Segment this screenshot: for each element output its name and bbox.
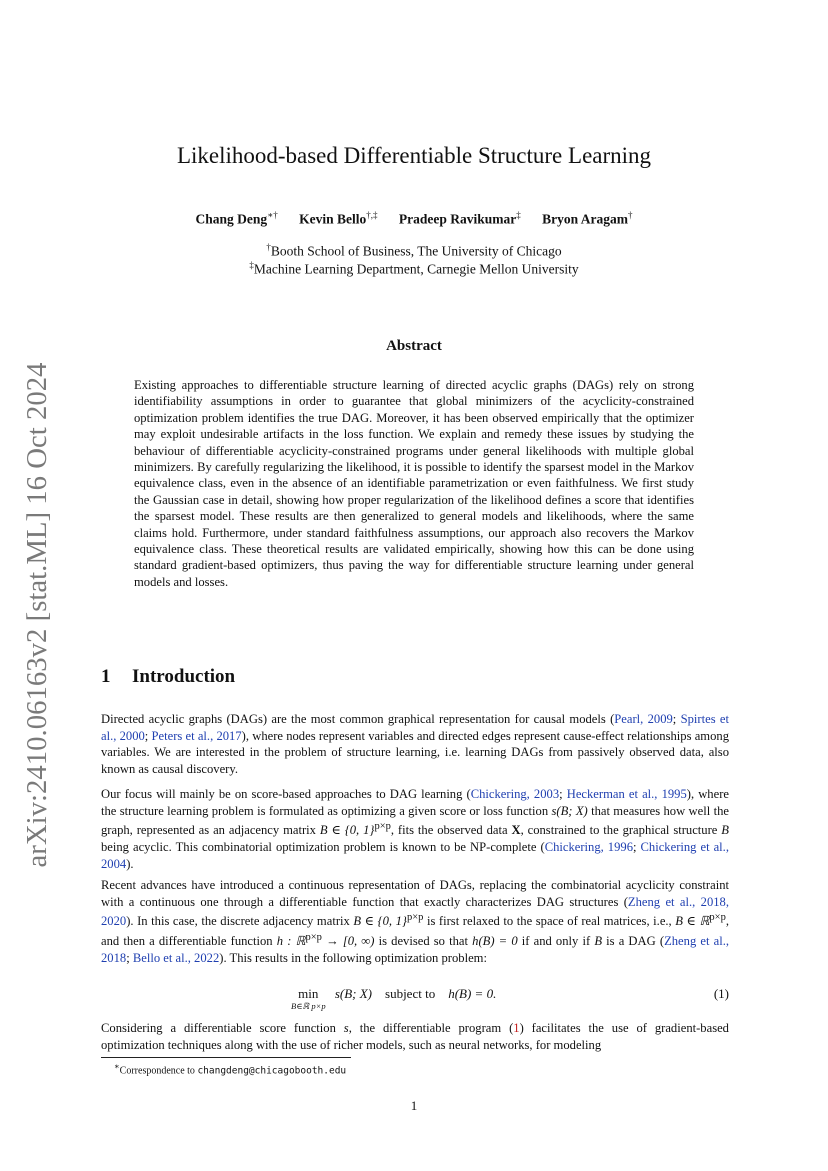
footnote bbox=[114, 1061, 346, 1076]
author-name: Bryon Aragam bbox=[542, 211, 628, 227]
author-2 bbox=[299, 210, 377, 228]
text-run: is first relaxed to the space of real matrices, i.e., bbox=[423, 914, 676, 929]
math-inline: h(B) = 0 bbox=[472, 934, 518, 949]
text-run: being acyclic. This combinatorial optimization problem is known to be NP-complete ( bbox=[101, 840, 545, 855]
text-run: that measures how well the graph, represented as an adjacency matrix bbox=[101, 803, 729, 838]
equation-min-operator bbox=[291, 986, 326, 1011]
text-run: , and then a differentiable function bbox=[101, 914, 729, 949]
equation-number: (1) bbox=[713, 986, 729, 1001]
citation-link[interactable]: Peters et al., 2017 bbox=[151, 728, 242, 743]
citation-link[interactable]: Zheng et al., 2018 bbox=[101, 934, 729, 966]
author-name: Pradeep Ravikumar bbox=[398, 211, 517, 227]
equation-objective bbox=[335, 986, 497, 1001]
text-run: ). In this case, the discrete adjacency matrix bbox=[126, 914, 354, 929]
affiliation-2 bbox=[0, 260, 828, 278]
footnote-email: changdeng@chicagobooth.edu bbox=[197, 1065, 347, 1077]
math-inline: B ∈ {0, 1} bbox=[319, 823, 375, 838]
text-run: is devised so that bbox=[374, 934, 473, 949]
math-superscript: p×p bbox=[374, 821, 391, 833]
affiliation-text: Machine Learning Department, Carnegie Mellon University bbox=[253, 261, 579, 277]
objective: s(B; X) bbox=[334, 986, 373, 1001]
text-run: Directed acyclic graphs (DAGs) are the most common graphical representation for causal models ( bbox=[101, 712, 615, 726]
text-run: ). This results in the following optimization problem: bbox=[219, 951, 487, 966]
text-run: , the differentiable program ( bbox=[348, 1021, 514, 1035]
footnote-text: Correspondence to bbox=[119, 1065, 198, 1077]
footnote-rule bbox=[101, 1057, 351, 1058]
intro-paragraph-4 bbox=[101, 1020, 729, 1053]
section-title: Introduction bbox=[132, 666, 236, 687]
math-superscript: p×p bbox=[709, 912, 726, 924]
math-inline: B bbox=[721, 823, 729, 838]
equation-body bbox=[291, 986, 496, 1011]
constraint: h(B) = 0. bbox=[448, 986, 497, 1001]
intro-paragraph-1 bbox=[101, 711, 729, 778]
citation-link[interactable]: Heckerman et al., 1995 bbox=[566, 787, 687, 801]
author-name: Chang Deng bbox=[195, 211, 268, 227]
min-operator: min bbox=[298, 986, 319, 1001]
text-run: is a DAG ( bbox=[602, 934, 665, 949]
math-inline: s bbox=[343, 1021, 349, 1035]
affiliation-mark: ‡ bbox=[249, 260, 254, 270]
math-inline: X bbox=[511, 823, 521, 838]
math-superscript: p×p bbox=[305, 932, 322, 944]
section-heading bbox=[101, 666, 235, 688]
text-run: ; bbox=[633, 840, 641, 855]
author-4 bbox=[542, 210, 632, 228]
arxiv-watermark-text: arXiv:2410.06163v2 [stat.ML] 16 Oct 2024 bbox=[22, 376, 53, 868]
author-1 bbox=[195, 210, 277, 228]
author-list bbox=[0, 210, 828, 228]
text-run: ; bbox=[559, 787, 567, 801]
text-run: Considering a differentiable score function bbox=[101, 1021, 344, 1035]
min-subscript: B∈ℝ p×p bbox=[291, 1001, 326, 1011]
citation-link[interactable]: Chickering, 1996 bbox=[544, 840, 633, 855]
page-number: 1 bbox=[410, 1098, 418, 1113]
arxiv-watermark bbox=[16, 360, 56, 870]
author-3 bbox=[399, 210, 521, 228]
text-run: , constrained to the graphical structure bbox=[520, 823, 722, 838]
citation-link[interactable]: Pearl, 2009 bbox=[614, 712, 673, 726]
intro-paragraph-2 bbox=[101, 786, 729, 873]
intro-paragraph-3 bbox=[101, 877, 729, 967]
citation-link[interactable]: Chickering, 2003 bbox=[470, 787, 560, 801]
text-run: ; bbox=[672, 712, 681, 726]
text-run: ; bbox=[126, 951, 133, 966]
author-marks: ‡ bbox=[516, 210, 521, 220]
citation-link[interactable]: Spirtes et al., 2000 bbox=[101, 712, 729, 743]
constraint-text: subject to bbox=[385, 986, 436, 1001]
citation-link[interactable]: Chickering et al., 2004 bbox=[101, 840, 729, 871]
citation-link[interactable]: Zheng et al., 2018, 2020 bbox=[101, 894, 730, 929]
math-inline: B ∈ {0, 1} bbox=[353, 914, 407, 929]
author-marks: ∗† bbox=[267, 210, 278, 220]
citation-link[interactable]: Bello et al., 2022 bbox=[132, 951, 220, 966]
text-run: , fits the observed data bbox=[390, 823, 512, 838]
math-inline: → [0, ∞) bbox=[321, 934, 375, 949]
abstract-heading: Abstract bbox=[386, 338, 442, 354]
author-name: Kevin Bello bbox=[299, 211, 367, 227]
footnote-mark: ∗ bbox=[114, 1062, 120, 1071]
math-inline: s(B; X) bbox=[551, 803, 588, 818]
display-equation bbox=[101, 986, 729, 1016]
text-run: ), where the structure learning problem is formulated as optimizing a given score or loss function bbox=[101, 787, 729, 818]
author-marks: †,‡ bbox=[366, 210, 378, 220]
text-run: if and only if bbox=[517, 934, 595, 949]
text-run: ). bbox=[126, 857, 134, 871]
text-run: Recent advances have introduced a continuous representation of DAGs, replacing the combinatorial acyclicity constraint with a continuous one through a differentiable function that exactly characterizes DAG structures ( bbox=[101, 878, 729, 909]
math-superscript: p×p bbox=[406, 912, 424, 924]
affiliation-1 bbox=[0, 242, 828, 260]
text-run: ; bbox=[144, 728, 152, 743]
paper-title: Likelihood-based Differentiable Structure Learning bbox=[176, 143, 652, 168]
text-run: ), where nodes represent variables and directed edges represent cause-effect relationships among variables. We are interested in the problem of structure learning, i.e. learning DAGs from passively observed data, also known as causal discovery. bbox=[101, 728, 729, 777]
math-inline: h : ℝ bbox=[276, 934, 306, 949]
math-inline: B ∈ ℝ bbox=[675, 914, 710, 929]
text-run: Our focus will mainly be on score-based approaches to DAG learning ( bbox=[101, 787, 471, 801]
math-inline: B bbox=[594, 934, 603, 949]
affiliation-text: Booth School of Business, The University of Chicago bbox=[270, 243, 562, 259]
affiliation-mark: † bbox=[266, 242, 271, 252]
text-run: ) facilitates the use of gradient-based optimization techniques along with the use of richer models, such as neural networks, for modeling bbox=[101, 1021, 729, 1052]
author-marks: † bbox=[628, 210, 633, 220]
abstract-body: Existing approaches to differentiable structure learning of directed acyclic graphs (DAGs) rely on strong identifiability assumptions in order to guarantee that global minimizers of the acyclicity-constrained optimization problem identifies the true DAG. Moreover, it has been observed empirically that the optimizer may exploit undesirable artifacts in the loss function. We explain and remedy these issues by studying the behaviour of differentiable acyclicity-constrained programs under general likelihoods with multiple global minimizers. By carefully regularizing the likelihood, it is possible to identify the sparsest model in the Markov equivalence class, even in the absence of an identifiable parametrization or even faithfulness. We first study the Gaussian case in detail, showing how proper regularization of the likelihood defines a score that identifies the sparsest model. These results are then generalized to general models and likelihoods, where the same claims hold. Furthermore, under standard faithfulness assumptions, our approach also recovers the Markov equivalence class. These theoretical results are validated empirically, showing how this can be done using standard gradient-based optimizers, thus paving the way for differentiable structure learning under general models and losses. bbox=[134, 378, 694, 589]
equation-reference-link[interactable]: 1 bbox=[513, 1021, 520, 1035]
section-number: 1 bbox=[101, 666, 111, 687]
